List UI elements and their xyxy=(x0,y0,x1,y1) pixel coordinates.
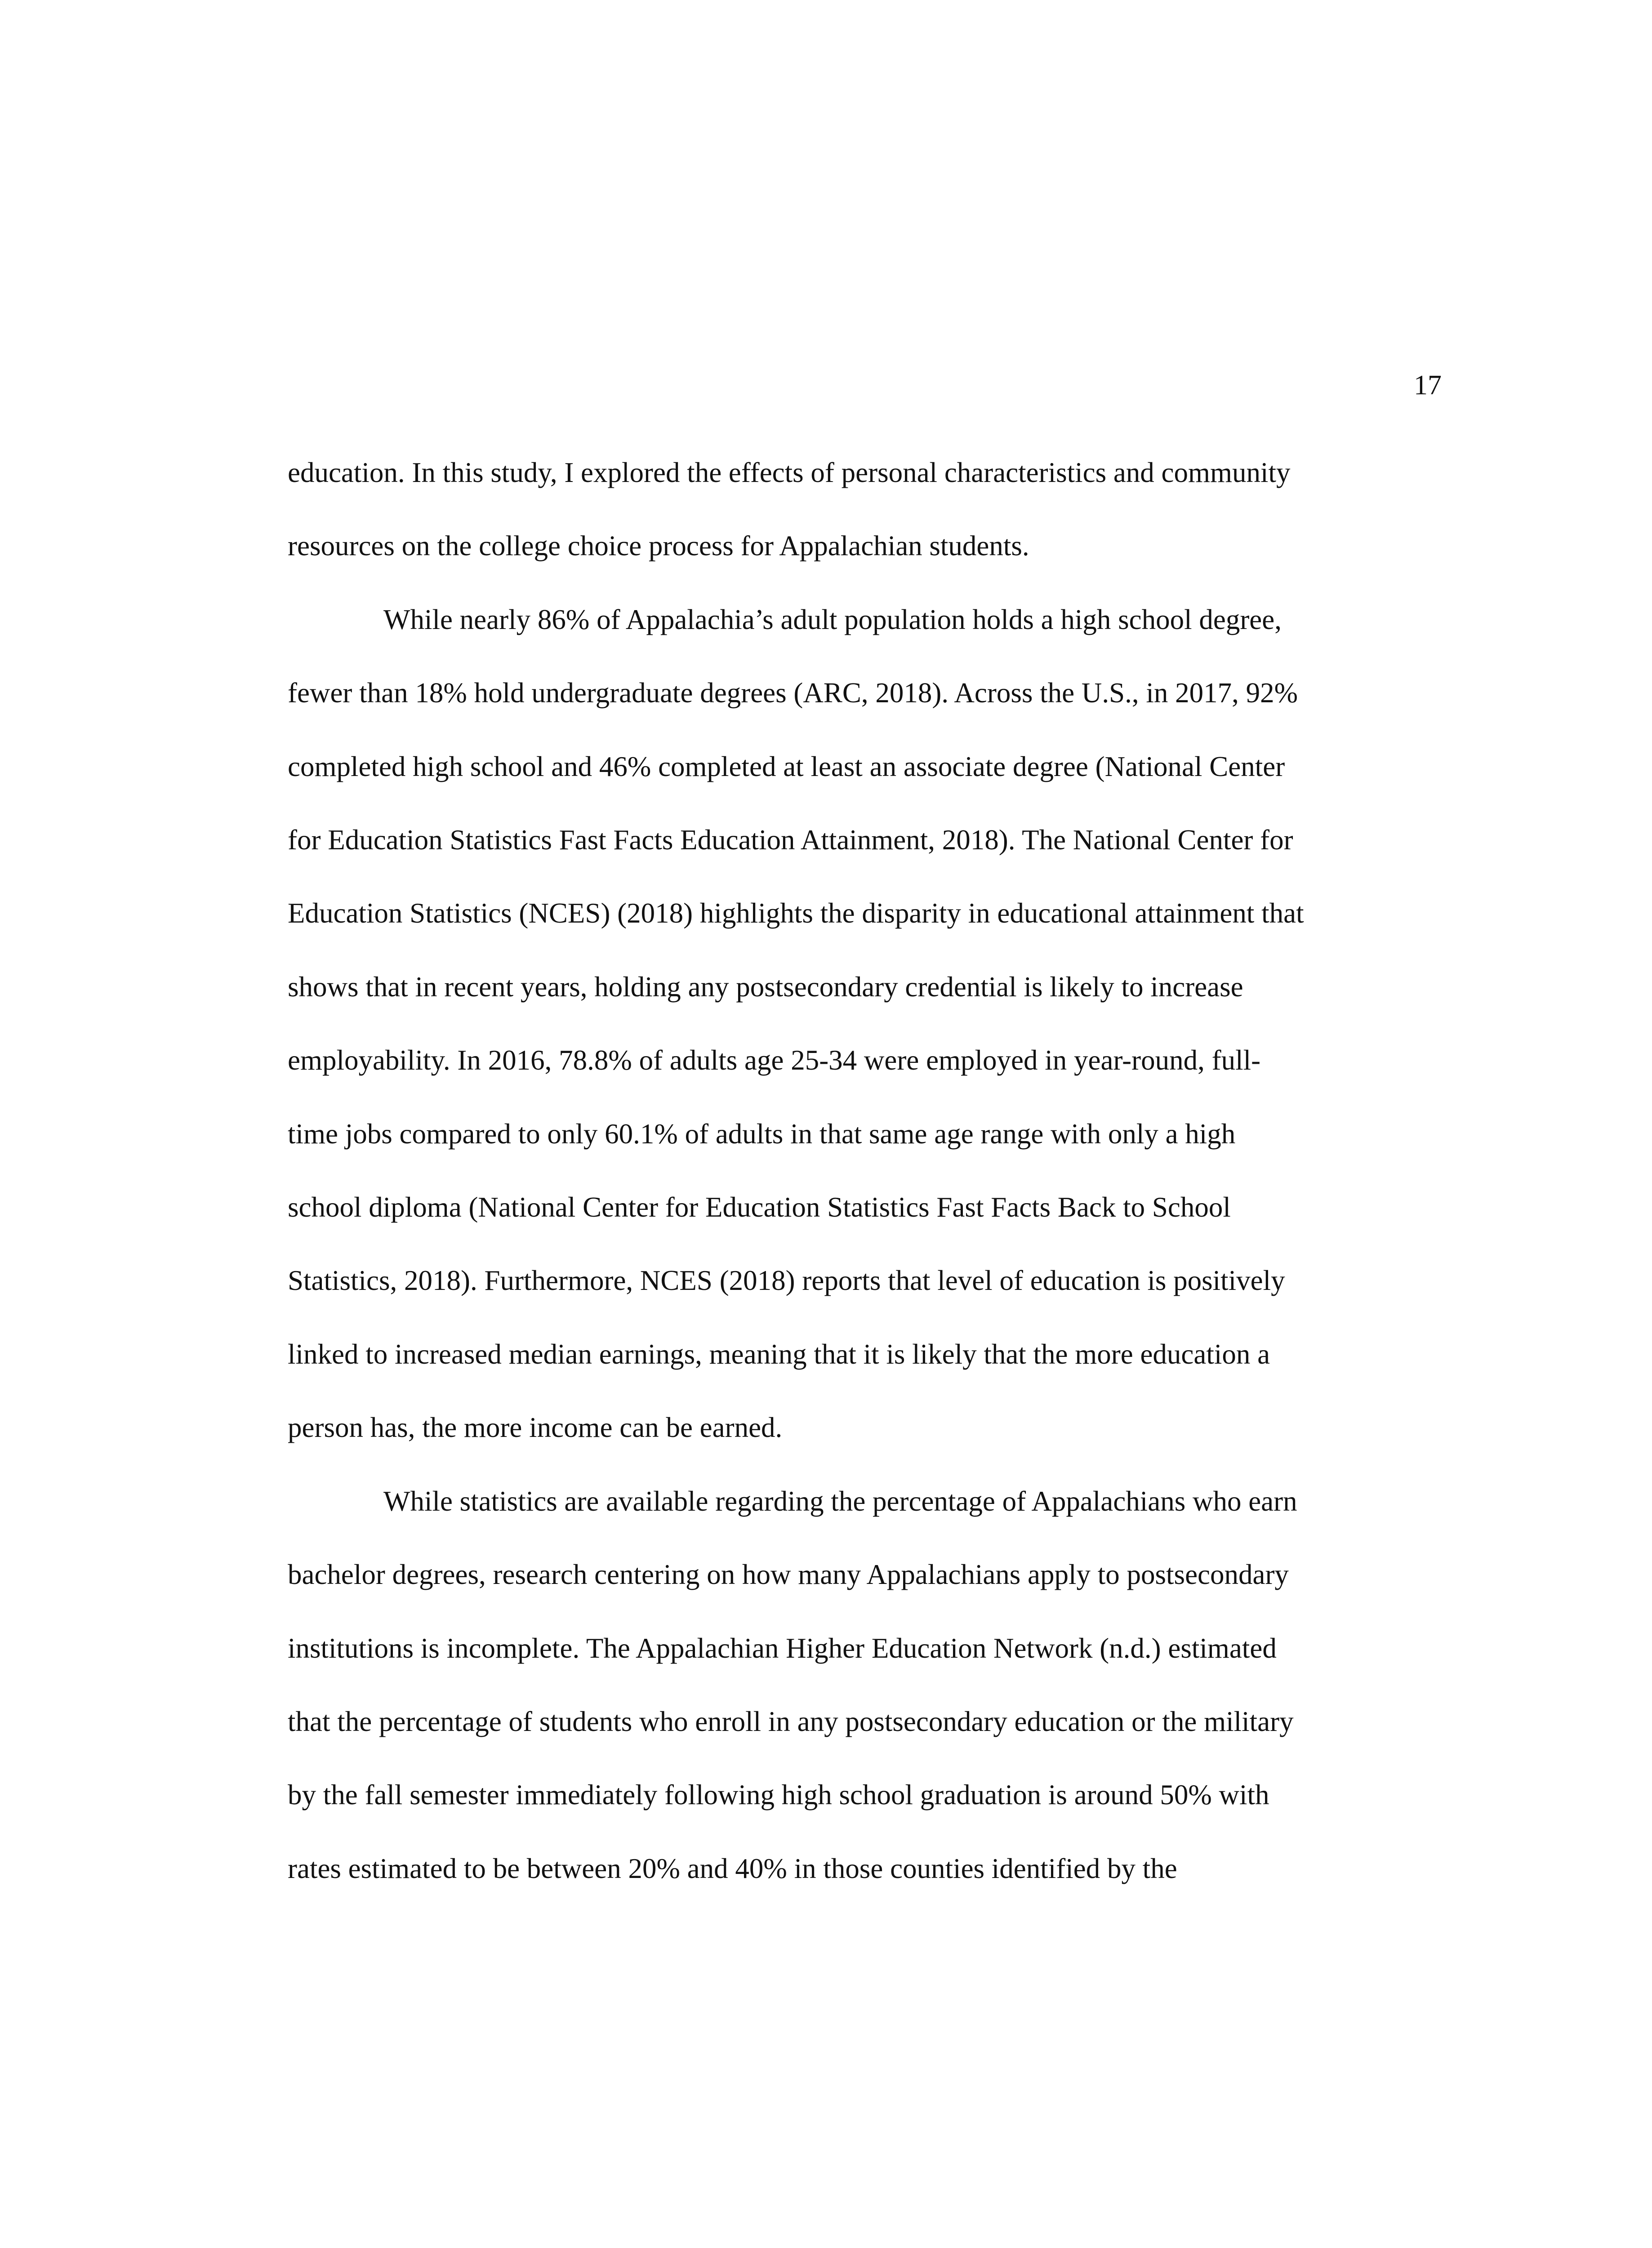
text-line: rates estimated to be between 20% and 40% in those counties identified by the xyxy=(288,1852,1177,1884)
text-line: by the fall semester immediately following high school graduation is around 50% with xyxy=(288,1779,1269,1811)
text-line: linked to increased median earnings, meaning that it is likely that the more education a xyxy=(288,1338,1270,1370)
text-line: time jobs compared to only 60.1% of adults in that same age range with only a high xyxy=(288,1118,1236,1150)
text-line: Education Statistics (NCES) (2018) highlights the disparity in educational attainment that xyxy=(288,897,1304,929)
text-line: education. In this study, I explored the effects of personal characteristics and community xyxy=(288,457,1291,488)
text-line: person has, the more income can be earned. xyxy=(288,1412,783,1444)
text-line: bachelor degrees, research centering on how many Appalachians apply to postsecondary xyxy=(288,1559,1289,1591)
text-line: fewer than 18% hold undergraduate degrees (ARC, 2018). Across the U.S., in 2017, 92% xyxy=(288,677,1298,709)
text-line: completed high school and 46% completed at least an associate degree (National Center xyxy=(288,750,1285,782)
text-line: While nearly 86% of Appalachia’s adult population holds a high school degree, xyxy=(383,603,1282,635)
text-line: employability. In 2016, 78.8% of adults age 25-34 were employed in year-round, full- xyxy=(288,1044,1261,1076)
text-line: While statistics are available regarding the percentage of Appalachians who earn xyxy=(383,1485,1297,1517)
text-line: school diploma (National Center for Education Statistics Fast Facts Back to School xyxy=(288,1191,1231,1223)
text-line: Statistics, 2018). Furthermore, NCES (2018) reports that level of education is positively xyxy=(288,1265,1285,1297)
page-number: 17 xyxy=(1414,370,1442,401)
text-line: for Education Statistics Fast Facts Education Attainment, 2018). The National Center for xyxy=(288,824,1293,856)
text-line: shows that in recent years, holding any postsecondary credential is likely to increase xyxy=(288,971,1243,1003)
body-text xyxy=(288,436,1438,1905)
text-line: institutions is incomplete. The Appalachian Higher Education Network (n.d.) estimated xyxy=(288,1632,1277,1664)
text-line: resources on the college choice process for Appalachian students. xyxy=(288,530,1029,562)
text-line: that the percentage of students who enroll in any postsecondary education or the military xyxy=(288,1705,1294,1737)
